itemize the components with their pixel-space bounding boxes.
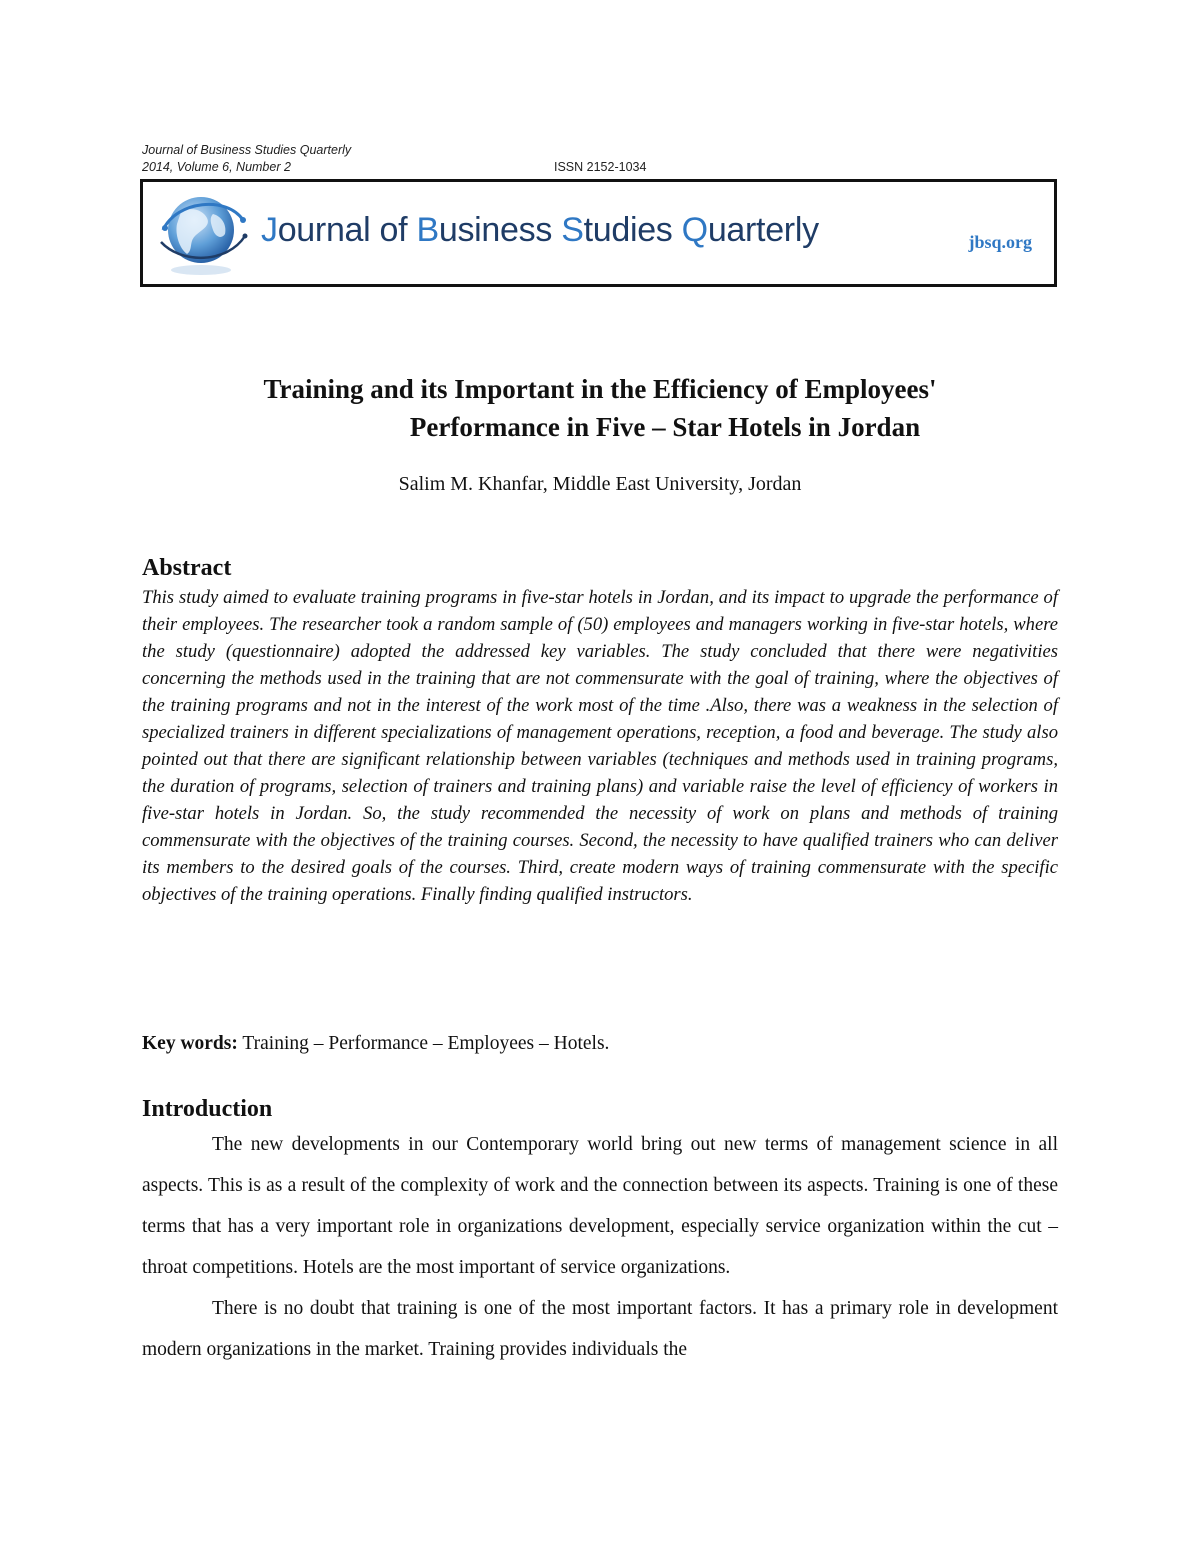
abstract-heading: Abstract — [142, 555, 232, 581]
banner-title: Journal of Business Studies Quarterly — [261, 211, 819, 249]
globe-logo-icon — [157, 190, 249, 278]
paper-title — [100, 370, 1100, 446]
paper-title-line-2: Performance in Five – Star Hotels in Jordan — [409, 412, 921, 442]
author-line: Salim M. Khanfar, Middle East University, Jordan — [398, 473, 802, 495]
intro-paragraph-1: The new developments in our Contemporary world bring out new terms of management science in all aspects. This is as a result of the complexity of work and the connection between its aspects. Training is one of these terms that has a very important role in organizations development, especially service organization within the cut – throat competitions. Hotels are the most important of service organizations. — [142, 1134, 1058, 1278]
paper-title-line-1: Training and its Important in the Efficiency of Employees' — [263, 374, 937, 404]
issn: ISSN 2152-1034 — [554, 160, 647, 174]
introduction-body — [142, 1124, 1058, 1370]
issue-info: 2014, Volume 6, Number 2 — [142, 160, 291, 174]
journal-banner — [140, 179, 1057, 287]
keywords — [142, 1030, 1058, 1058]
journal-name: Journal of Business Studies Quarterly — [142, 143, 352, 157]
intro-paragraph-2: There is no doubt that training is one of the most important factors. It has a primary role in development modern organizations in the market. Training provides individuals the — [142, 1298, 1058, 1360]
keywords-value: Training – Performance – Employees – Hotels. — [237, 1033, 610, 1054]
running-header — [142, 142, 742, 176]
keywords-label: Key words: — [142, 1033, 238, 1054]
abstract-text: This study aimed to evaluate training programs in five-star hotels in Jordan, and its impact to upgrade the performance of their employees. The researcher took a random sample of (50) employees and managers working in five-star hotels, where the study (questionnaire) adopted the addressed key variables. The study concluded that there were negativities concerning the methods used in the training that are not commensurate with the goal of training, where the objectives of the training programs and not in the interest of the work most of the time .Also, there was a weakness in the selection of specialized trainers in different specializations of management operations, reception, a food and beverage. The study also pointed out that there are significant relationship between variables (techniques and methods used in training programs, the duration of programs, selection of trainers and training plans) and variable raise the level of efficiency of workers in five-star hotels in Jordan. So, the study recommended the necessity of work on plans and methods of training commensurate with the objectives of the training courses. Second, the necessity to have qualified trainers who can deliver its members to the desired goals of the courses. Third, create modern ways of training commensurate with the specific objectives of the training operations. Finally finding qualified instructors. — [142, 587, 1058, 905]
journal-site-link[interactable]: jbsq.org — [968, 232, 1032, 252]
introduction-heading: Introduction — [142, 1096, 273, 1122]
